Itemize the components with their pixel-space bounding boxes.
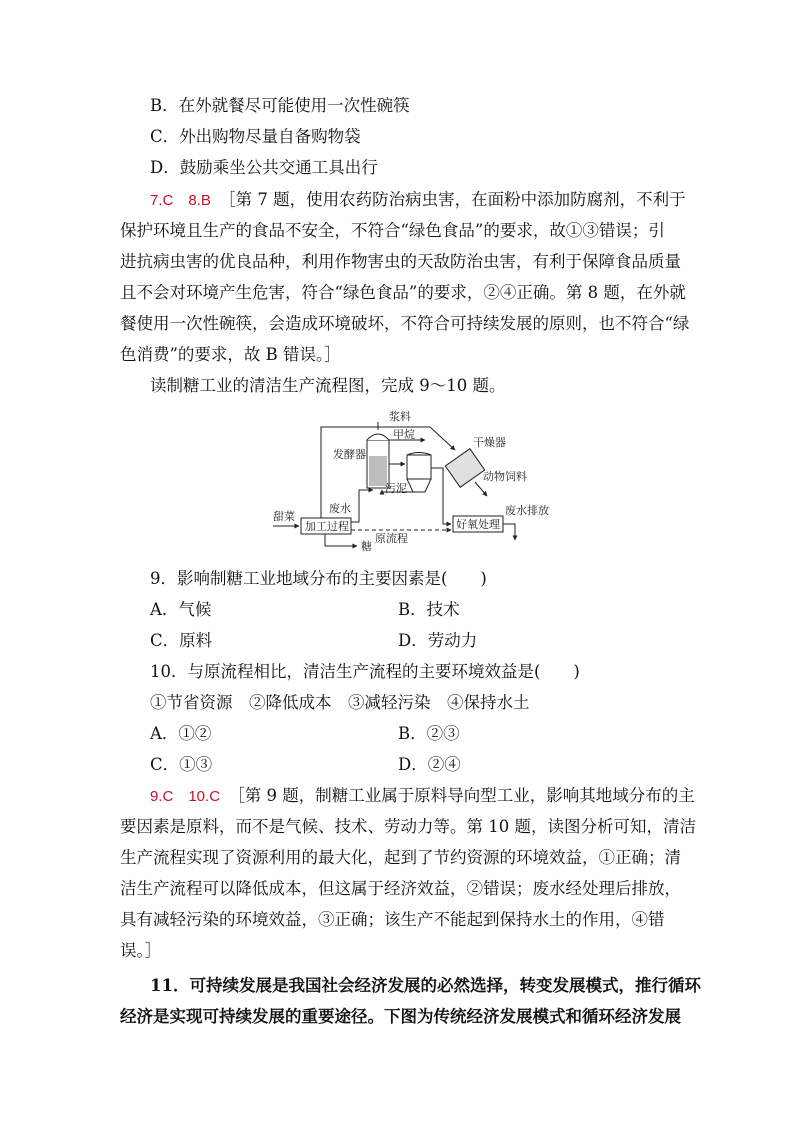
q9-option-a: A．气候 xyxy=(150,600,212,619)
label-wastewater: 废水 xyxy=(329,502,351,515)
label-slurry: 浆料 xyxy=(389,410,411,423)
option-d: D．鼓励乘坐公共交通工具出行 xyxy=(150,158,378,177)
sugar-flow-diagram xyxy=(265,400,585,560)
answer-9-10-line-4: 洁生产流程可以降低成本，但这属于经济效益，②错误；废水经处理后排放， xyxy=(120,879,681,898)
fermenter-dome xyxy=(367,434,389,440)
settling-tank xyxy=(407,455,431,479)
q10-option-a: A．①② xyxy=(150,724,212,743)
q9-option-d: D．劳动力 xyxy=(398,631,478,650)
answer-9-10-line-3: 生产流程实现了资源利用的最大化，起到了节约资源的环境效益，①正确；清 xyxy=(120,848,681,867)
label-original: 原流程 xyxy=(375,532,408,545)
answer-7-8-line-3: 进抗病虫害的优良品种，利用作物害虫的天敌防治虫害，有利于保障食品质量 xyxy=(120,252,681,271)
answer-9-10-line-2: 要因素是原料，而不是气候、技术、劳动力等。第 10 题，读图分析可知，清洁 xyxy=(120,817,696,836)
label-dryer: 干燥器 xyxy=(473,436,506,449)
answer-9-10-line-1: 9.C 10.C ［第 9 题，制糖工业属于原料导向型工业，影响其地域分布的主 xyxy=(150,786,695,805)
answer-7-8-line-5: 餐使用一次性碗筷，会造成环境破坏，不符合可持续发展的原则，也不符合“绿 xyxy=(120,314,690,333)
label-feed: 动物饲料 xyxy=(483,470,527,483)
answer-7-8-line-2: 保护环境且生产的食品不安全，不符合“绿色食品”的要求，故①③错误；引 xyxy=(120,221,665,240)
answer-9-10-line-6: 误。］ xyxy=(120,941,162,960)
question-11-line-1: 11．可持续发展是我国社会经济发展的必然选择，转变发展模式，推行循环 xyxy=(150,976,701,995)
label-aerobic: 好氧处理 xyxy=(456,518,500,531)
label-discharge: 废水排放 xyxy=(505,504,549,517)
answer-9-10-line-5: 具有减轻污染的环境效益，③正确；该生产不能起到保持水土的作用，④错 xyxy=(120,910,665,929)
label-processing: 加工过程 xyxy=(305,520,349,533)
answer-7-8-line-6: 色消费”的要求，故 B 错误。］ xyxy=(120,345,341,364)
intro-text: 读制糖工业的清洁生产流程图，完成 9～10 题。 xyxy=(150,376,506,395)
q9-option-c: C．原料 xyxy=(150,631,213,650)
answer-7-8-line-1: 7.C 8.B ［第 7 题，使用农药防治病虫害，在面粉中添加防腐剂，不利于 xyxy=(150,190,686,209)
question-10-items: ①节省资源 ②降低成本 ③减轻污染 ④保持水土 xyxy=(150,693,530,712)
dryer-unit xyxy=(445,449,484,488)
question-10: 10．与原流程相比，清洁生产流程的主要环境效益是( ) xyxy=(150,662,580,681)
question-11-line-2: 经济是实现可持续发展的重要途径。下图为传统经济发展模式和循环经济发展 xyxy=(120,1007,681,1026)
q9-option-b: B．技术 xyxy=(398,600,460,619)
answer-7-8-line-4: 且不会对环境产生危害，符合“绿色食品”的要求，②④正确。第 8 题，在外就 xyxy=(120,283,686,302)
q10-option-b: B．②③ xyxy=(398,724,460,743)
q10-option-c: C．①③ xyxy=(150,755,213,774)
label-fermenter: 发酵器 xyxy=(333,448,366,461)
answer-7-8-label: 7.C 8.B xyxy=(150,192,211,209)
option-c: C．外出购物尽量自备购物袋 xyxy=(150,127,361,146)
label-methane: 甲烷 xyxy=(393,428,415,441)
option-b: B．在外就餐尽可能使用一次性碗筷 xyxy=(150,96,410,115)
label-sugarbeet: 甜菜 xyxy=(273,510,295,523)
question-9: 9．影响制糖工业地域分布的主要因素是( ) xyxy=(150,569,487,588)
label-sugar: 糖 xyxy=(361,540,372,553)
q10-option-d: D．②④ xyxy=(398,755,461,774)
answer-9-10-label: 9.C 10.C xyxy=(150,788,221,805)
label-sludge: 污泥 xyxy=(385,482,407,495)
